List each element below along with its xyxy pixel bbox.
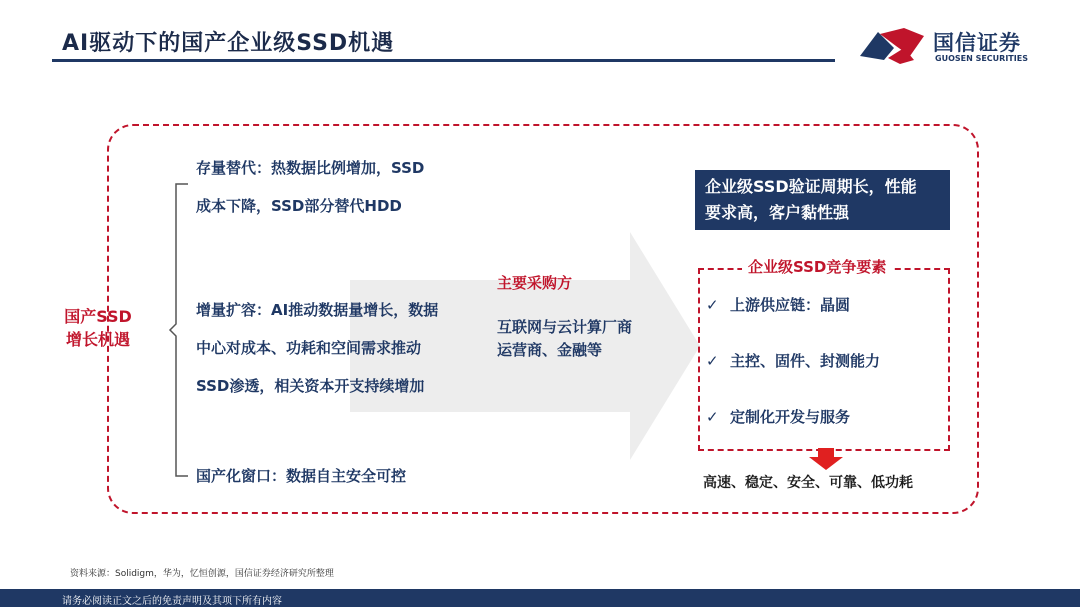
opportunity-line: 成本下降，SSD部分替代HDD [196, 197, 402, 215]
validation-line: 要求高，客户黏性强 [705, 203, 850, 222]
buyers-list [497, 316, 632, 362]
check-icon: ✓ [706, 352, 719, 370]
opportunity-stock-replacement [196, 149, 424, 225]
opportunity-line: SSD渗透，相关资本开支持续增加 [196, 377, 425, 395]
opportunity-localization-window [196, 457, 406, 495]
requirements-text: 高速、稳定、安全、可靠、低功耗 [703, 475, 913, 491]
factor-label: 上游供应链：晶圆 [730, 296, 851, 314]
factor-label: 定制化开发与服务 [730, 408, 851, 426]
logo-text-cn: 国信证券 [933, 31, 1021, 55]
validation-callout [695, 170, 950, 230]
left-label-line-1: 国产SSD [64, 307, 132, 326]
factor-item [706, 294, 850, 315]
buyers-title: 主要采购方 [497, 274, 573, 292]
bracket-icon [168, 180, 190, 480]
guosen-logo-icon [858, 26, 926, 66]
footer-disclaimer: 请务必阅读正文之后的免责声明及其项下所有内容 [62, 596, 282, 607]
buyer-line: 运营商、金融等 [497, 341, 603, 359]
page-title: AI驱动下的国产企业级SSD机遇 [62, 31, 395, 56]
down-arrow-icon [809, 448, 843, 470]
opportunity-line: 增量扩容：AI推动数据量增长，数据 [196, 301, 439, 319]
source-note: 资料来源：Solidigm，华为，忆恒创源，国信证券经济研究所整理 [70, 569, 334, 579]
factors-title: 企业级SSD竞争要素 [742, 256, 892, 277]
title-underline [52, 59, 835, 62]
opportunity-incremental-expansion [196, 291, 438, 405]
opportunity-line: 国产化窗口：数据自主安全可控 [196, 467, 407, 485]
factor-item [706, 350, 880, 371]
check-icon: ✓ [706, 296, 719, 314]
left-label-line-2: 增长机遇 [65, 330, 130, 349]
check-icon: ✓ [706, 408, 719, 426]
validation-line: 企业级SSD验证周期长，性能 [705, 177, 917, 196]
opportunity-line: 存量替代：热数据比例增加，SSD [196, 159, 425, 177]
factor-item [706, 406, 850, 427]
factor-label: 主控、固件、封测能力 [730, 352, 881, 370]
logo-text-en: GUOSEN SECURITIES [935, 54, 1028, 63]
buyer-line: 互联网与云计算厂商 [497, 318, 633, 336]
opportunity-line: 中心对成本、功耗和空间需求推动 [196, 339, 422, 357]
left-label [58, 305, 138, 351]
